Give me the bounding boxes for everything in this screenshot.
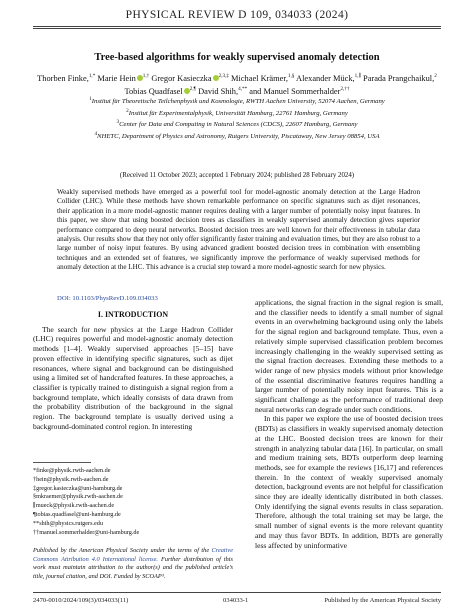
abstract: Weakly supervised methods have emerged as a powerful tool for model-agnostic anomaly detection at the Large Hadron Collider (LHC). While these methods have shown remarkable performance on specific signatures such as dijet resonances, their application in a more model-agnostic manner requires dealing with a larger number of potentially noisy input features. In this paper, we show that using boosted decision trees as classifiers in weakly supervised anomaly detection gives superior performance compared to deep neural networks. Boosted decision trees are well known for their effectiveness in tabular data analysis. Our results show that they not only offer significantly faster training and evaluation times, but they are also robust to a large number of noisy input features. By using advanced gradient boosted decision trees in combination with ensembling techniques and an extended set of features, we significantly improve the performance of weakly supervised methods for anomaly detection at the LHC. This advance is a crucial step toward a more model-agnostic search for new physics. [57,188,420,272]
article-title: Tree-based algorithms for weakly supervised anomaly detection [94,52,380,63]
header-rule-top [33,26,441,27]
left-column [33,310,233,431]
footer-page-number: 034033-1 [223,597,249,604]
footnote-email[interactable]: ∥mueck@physik.rwth-aachen.de [33,502,115,510]
license-note [33,547,233,581]
author-sup: 2,¶ [189,86,196,93]
footnote-email[interactable]: ¶tobias.quadfasel@uni-hamburg.de [33,510,121,518]
section-heading: I. INTRODUCTION [97,310,169,319]
affiliation: $^1$Institut für Theoretische Teilchenphysik und Kosmologie, RWTH Aachen University, 52074 Aachen, Germany [89,96,385,106]
affiliation: $^2$Institut für Experimentalphysik, Universität Hamburg, 22761 Hamburg, Germany [126,107,348,117]
author-sup: 1,† [142,73,150,79]
publication-dates: (Received 11 October 2023; accepted 1 February 2024; published 28 February 2024) [119,172,355,179]
author-sup: 1,§ [287,73,295,79]
footer-issn: 2470-0010/2024/109(3)/034033(11) [33,597,129,604]
footer-rule [33,592,441,593]
license-text: Further distribution of this work must maintain attribution to the author(s) and the published article’s title, journal citation, and DOI. Funded by SCOAP³. [33,555,233,580]
page-footer [33,597,441,607]
author-name[interactable]: Marie Hein [97,73,136,83]
license-link[interactable]: Creative Commons Attribution 4.0 International license. [33,547,233,563]
body-paragraph: The search for new physics at the Large Hadron Collider (LHC) requires powerful and model-agnostic anomaly detection methods [1–4]. Weakly supervised approaches [5–15] have proven effective in identifying specific signatures, such as dijet resonances, where signal and background can be distinguished using a limited set of handcrafted features. In these approaches, a classifier is typically trained to distinguish a signal region from a background template, which ideally consists of data drawn from the probability distribution of the background in the signal region. The background template is usually derived using a background-dominated control region. In interesting [33,324,233,431]
author-name[interactable]: Alexander Mück, [296,73,355,83]
doi-link[interactable]: DOI: 10.1103/PhysRevD.109.034033 [57,295,158,302]
header-rule-bottom [33,28,441,29]
footnote-email[interactable]: *finke@physik.rwth-aachen.de [33,467,111,474]
affiliations [33,95,441,142]
author-name[interactable]: Tobias Quadfasel [124,87,183,97]
affiliation: $^4$NHETC, Department of Physics and Astronomy, Rutgers University, Piscataway, New Jersey 08854, USA [94,131,380,141]
author-sup: 2,3,‡ [218,73,229,79]
footnote-email[interactable]: ‡gregor.kasieczka@uni-hamburg.de [33,484,123,492]
author-sup: 1,∥ [354,73,361,79]
footer-publisher: Published by the American Physical Society [324,597,441,604]
footnote-email[interactable]: **shih@physics.rutgers.edu [33,519,103,527]
author-list [33,71,441,98]
footnote-email[interactable]: §mkraemer@physik.rwth-aachen.de [33,493,123,501]
body-paragraph: applications, the signal fraction in the signal region is small, and the classifier needs to identify a small number of signal events in an overwhelming background using only the labels for the signal region and background template. Thus, even a relatively simple supervised classification problem becomes increasingly challenging in the weakly supervised setting as the signal fraction decreases. Extending these methods to a wider range of new physics models without prior knowledge of the essential discriminative features requires handling a larger number of potentially noisy input features. This is a significant challenge as the performance of traditional deep neural networks can degrade under such conditions. [255,298,443,414]
footnote-email[interactable]: ††manuel.sommerhalder@uni-hamburg.de [33,528,140,536]
author-name[interactable]: Gregor Kasieczka [151,73,212,83]
author-name[interactable]: Michael Krämer, [231,73,288,83]
author-sup: 2,†† [340,86,350,93]
right-column [255,298,443,550]
license-text: Published by the American Physical Society under the terms of the [33,547,212,554]
running-head: PHYSICAL REVIEW D 109, 034033 (2024) [125,9,349,21]
body-paragraph: In this paper we explore the use of boosted decision trees (BDTs) as classifiers in weakly supervised anomaly detection at the LHC. Boosted decision trees are known for their strength in analyzing tabular data [16]. In particular, on small and medium training sets, BDTs outperform deep learning methods, see for example the reviews [16,17] and references therein. In the context of weakly supervised anomaly detection, background events are not helpful for classification since they are ideally identically distributed in both classes. Only identifying the signal events results in class separation. Therefore, although the total training set may be large, the small number of signal events is the more relevant quantity and may thus favor BDTs. In addition, BDTs are generally less affected by uninformative [255,414,443,550]
author-sup: 1,* [88,73,96,79]
author-name[interactable]: and Manuel Sommerhalder [249,87,341,97]
author-name[interactable]: Parada Prangchaikul, [363,73,435,83]
footnote-email[interactable]: †hein@physik.rwth-aachen.de [33,475,109,483]
author-sup: 2 [434,73,437,79]
affiliation: $^3$Center for Data and Computing in Natural Sciences (CDCS), 22607 Hamburg, Germany [116,119,358,129]
author-name[interactable]: David Shih, [198,87,239,97]
author-name[interactable]: Thorben Finke, [37,73,89,83]
footnotes [33,467,233,537]
footnote-rule [33,462,91,463]
author-sup: 4,** [238,86,248,93]
